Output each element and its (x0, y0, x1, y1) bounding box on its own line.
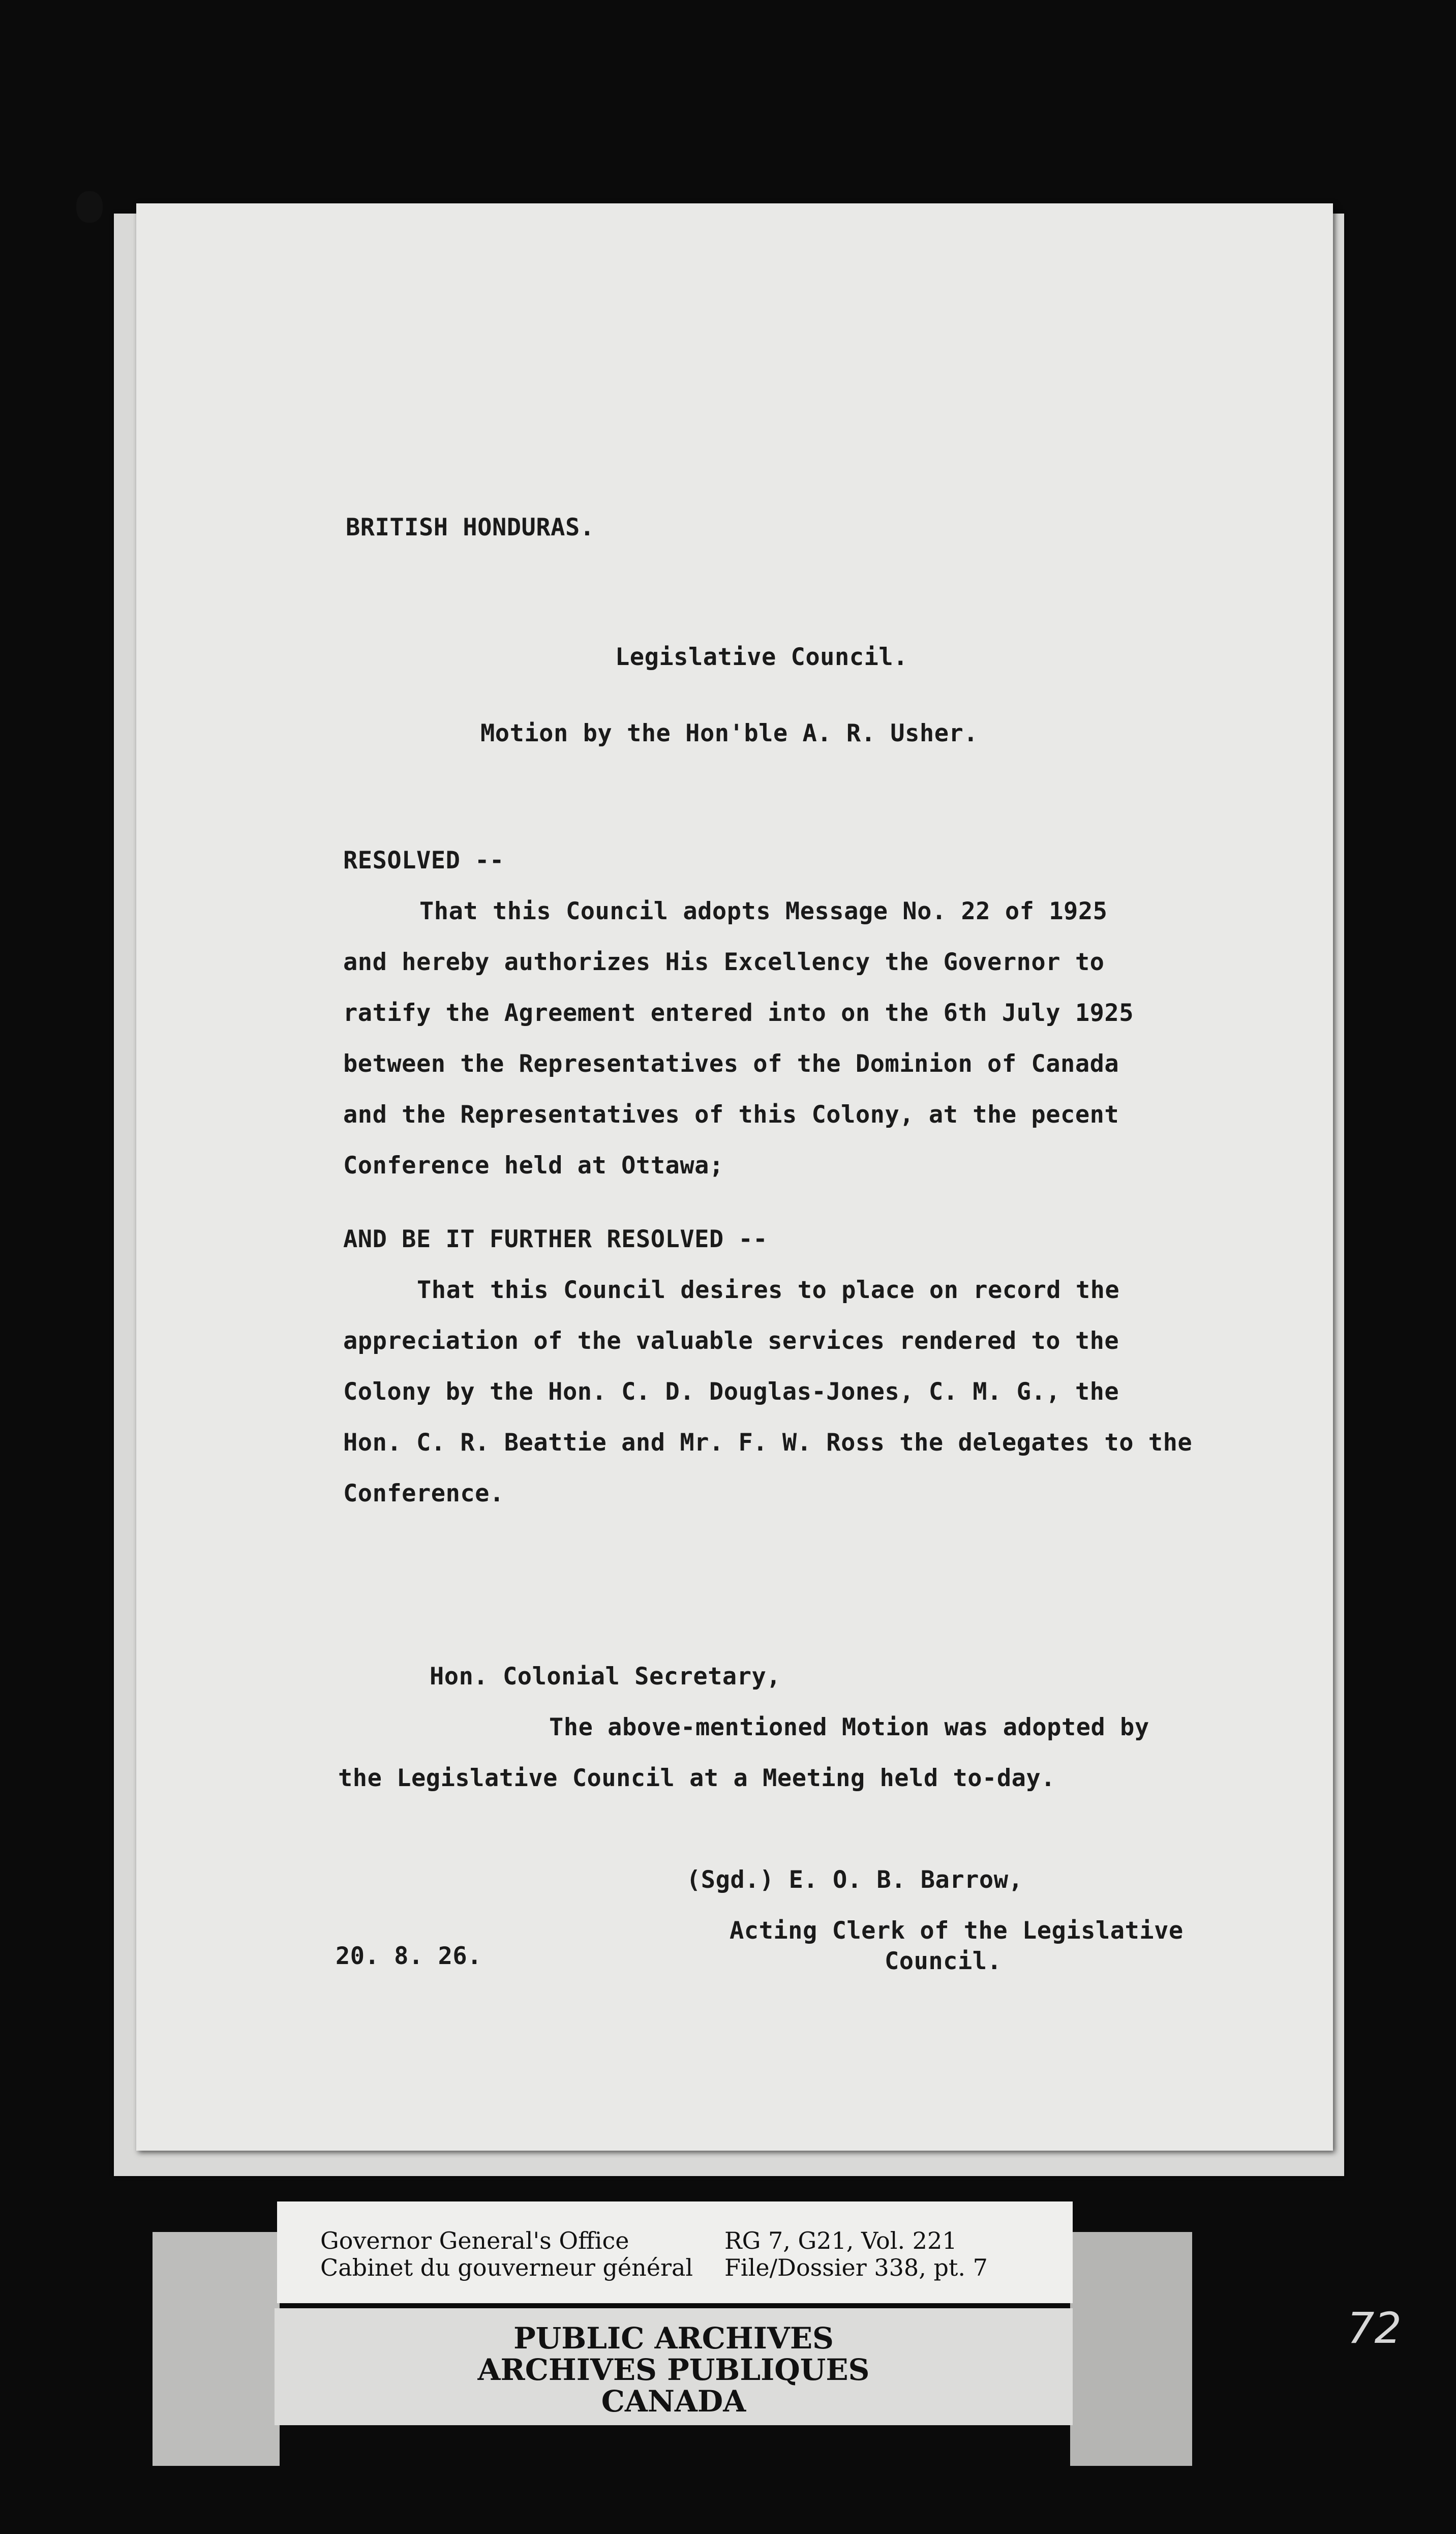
resolution-1-line: ratify the Agreement entered into on the 6th July 1925 (343, 999, 1134, 1027)
punch-hole (76, 191, 103, 223)
signature-line: (Sgd.) E. O. B. Barrow, (686, 1866, 1023, 1894)
resolution-2-line: That this Council desires to place on record the (417, 1276, 1120, 1304)
addressee: Hon. Colonial Secretary, (430, 1663, 781, 1691)
resolution-2-line: Colony by the Hon. C. D. Douglas-Jones, C. M. G., the (343, 1378, 1119, 1406)
resolution-1-line: Conference held at Ottawa; (343, 1152, 724, 1180)
motion-line: Motion by the Hon'ble A. R. Usher. (480, 719, 979, 747)
reference-volume: RG 7, G21, Vol. 221 (724, 2227, 957, 2254)
document-page (136, 203, 1333, 2151)
resolution-1-line: and the Representatives of this Colony, at the pecent (343, 1101, 1119, 1129)
resolved-label: RESOLVED -- (343, 847, 504, 874)
colony-heading: BRITISH HONDURAS. (346, 514, 595, 541)
resolution-2-line: Hon. C. R. Beattie and Mr. F. W. Ross the delegates to the (343, 1429, 1193, 1457)
archive-stamp (275, 2308, 1073, 2425)
label-mount-right (1070, 2232, 1192, 2466)
further-resolved-label: AND BE IT FURTHER RESOLVED -- (343, 1225, 768, 1253)
page-number: 72 (1347, 2303, 1402, 2353)
archives-country: CANADA (601, 2384, 746, 2419)
council-heading: Legislative Council. (615, 643, 908, 671)
notice-line: the Legislative Council at a Meeting held to-day. (338, 1764, 1056, 1792)
resolution-2-line: Conference. (343, 1480, 504, 1507)
label-mount-left (153, 2232, 280, 2466)
archive-reference-label (277, 2201, 1073, 2303)
office-name-fr: Cabinet du gouverneur général (320, 2254, 693, 2281)
resolution-1-line: and hereby authorizes His Excellency the Governor to (343, 948, 1105, 976)
document-date: 20. 8. 26. (336, 1942, 482, 1970)
resolution-1-line: That this Council adopts Message No. 22 of 1925 (419, 897, 1108, 925)
signatory-title: Acting Clerk of the Legislative (730, 1917, 1184, 1945)
notice-line: The above-mentioned Motion was adopted by (549, 1713, 1149, 1741)
reference-file: File/Dossier 338, pt. 7 (724, 2254, 988, 2281)
office-name-en: Governor General's Office (320, 2227, 629, 2254)
resolution-2-line: appreciation of the valuable services rendered to the (343, 1327, 1119, 1355)
resolution-1-line: between the Representatives of the Dominion of Canada (343, 1050, 1119, 1078)
archives-name-en: PUBLIC ARCHIVES (513, 2321, 834, 2356)
signatory-title-continued: Council. (885, 1947, 1002, 1975)
archives-name-fr: ARCHIVES PUBLIQUES (477, 2352, 870, 2387)
